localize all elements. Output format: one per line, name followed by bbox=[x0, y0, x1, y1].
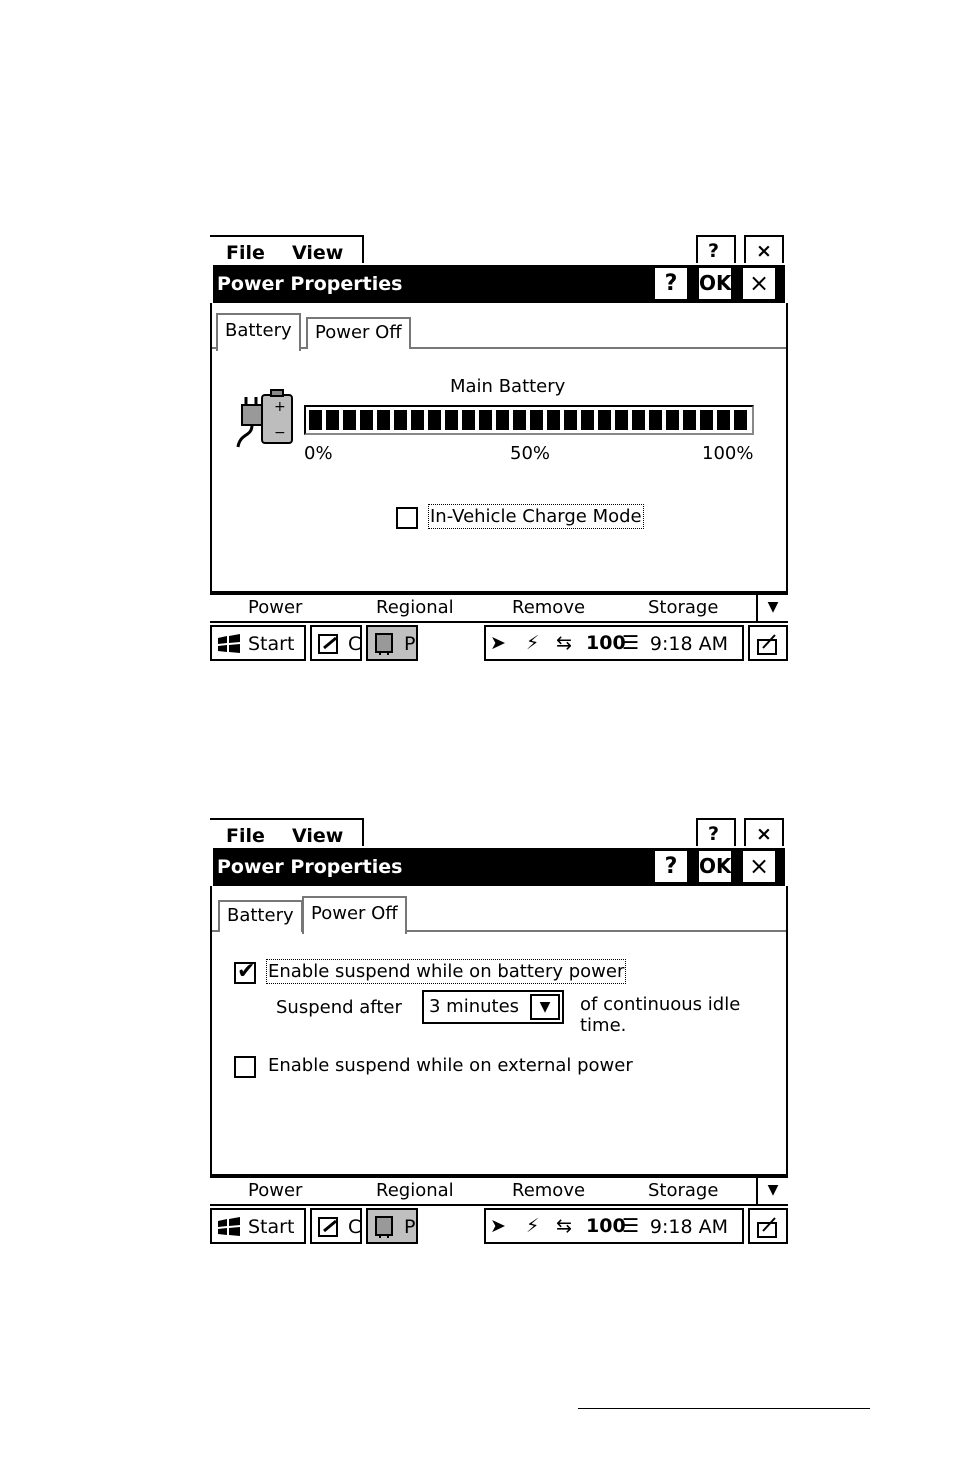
main-battery-label: Main Battery bbox=[450, 376, 566, 397]
external-suspend-checkbox[interactable] bbox=[234, 1056, 256, 1078]
background-menu-box bbox=[210, 818, 364, 846]
cpl-item-power[interactable]: Power bbox=[248, 1180, 303, 1201]
taskbar-task-p[interactable] bbox=[366, 625, 418, 661]
cpl-item-storage[interactable]: Storage bbox=[648, 1180, 719, 1201]
dialog-body bbox=[210, 303, 788, 593]
battery-meter-segment bbox=[615, 410, 628, 430]
tab-battery[interactable]: Battery bbox=[216, 313, 301, 351]
control-panel-strip bbox=[210, 593, 788, 623]
start-button[interactable] bbox=[210, 1208, 306, 1244]
close-button[interactable]: × bbox=[743, 268, 775, 299]
battery-meter-segment bbox=[445, 410, 458, 430]
keyboard-input-icon bbox=[755, 1215, 781, 1239]
suspend-after-value: 3 minutes bbox=[429, 996, 520, 1017]
control-panel-icon bbox=[316, 632, 342, 656]
battery-level-tray[interactable]: 100 bbox=[586, 1215, 626, 1237]
control-panel-strip bbox=[210, 1176, 788, 1206]
close-button[interactable]: × bbox=[743, 851, 775, 882]
battery-meter-segment bbox=[700, 410, 713, 430]
battery-meter-segment bbox=[496, 410, 509, 430]
start-label: Start bbox=[248, 633, 295, 655]
power-plug-icon[interactable]: ⚡ bbox=[526, 632, 540, 654]
scale-mid-label: 50% bbox=[510, 443, 551, 464]
scale-min-label: 0% bbox=[304, 443, 333, 464]
battery-meter-segment bbox=[734, 410, 747, 430]
dialog-title: Power Properties bbox=[217, 856, 403, 878]
battery-meter-segment bbox=[649, 410, 662, 430]
start-label: Start bbox=[248, 1216, 295, 1238]
dialog-titlebar bbox=[213, 848, 785, 886]
background-help-button[interactable]: ? bbox=[696, 235, 736, 263]
battery-suspend-label[interactable]: Enable suspend while on battery power bbox=[268, 961, 625, 982]
cpl-item-power[interactable]: Power bbox=[248, 597, 303, 618]
menu-file[interactable]: File bbox=[226, 825, 265, 847]
battery-meter-segment bbox=[428, 410, 441, 430]
battery-level-tray[interactable]: 100 bbox=[586, 632, 626, 654]
scale-max-label: 100% bbox=[702, 443, 754, 464]
battery-meter-segment bbox=[530, 410, 543, 430]
power-plug-icon[interactable]: ⚡ bbox=[526, 1215, 540, 1237]
connection-icon[interactable]: ⇆ bbox=[556, 1215, 572, 1237]
storage-icon[interactable]: ☰ bbox=[622, 632, 640, 654]
ok-button[interactable]: OK bbox=[699, 268, 731, 299]
windows-flag-icon bbox=[216, 634, 242, 654]
clock[interactable]: 9:18 AM bbox=[649, 1216, 728, 1238]
svg-text:+: + bbox=[274, 399, 286, 415]
taskbar-task-c[interactable] bbox=[310, 625, 362, 661]
battery-meter-segment bbox=[479, 410, 492, 430]
tab-battery[interactable]: Battery bbox=[218, 900, 303, 932]
tab-power-off[interactable]: Power Off bbox=[306, 317, 411, 349]
control-panel-icon bbox=[316, 1215, 342, 1239]
help-button[interactable]: ? bbox=[655, 268, 687, 299]
background-close-button[interactable]: × bbox=[744, 818, 784, 846]
battery-meter-segment bbox=[717, 410, 730, 430]
battery-meter-segment bbox=[360, 410, 373, 430]
task-c-label: C bbox=[348, 1216, 362, 1238]
system-tray bbox=[484, 1208, 744, 1244]
storage-icon[interactable]: ☰ bbox=[622, 1215, 640, 1237]
clock[interactable]: 9:18 AM bbox=[649, 633, 728, 655]
battery-meter-segment bbox=[309, 410, 322, 430]
checkmark-icon: ✔ bbox=[237, 959, 256, 984]
menu-view[interactable]: View bbox=[292, 242, 344, 264]
scroll-down-arrow-icon[interactable]: ▼ bbox=[756, 1178, 788, 1204]
cpl-item-remove[interactable]: Remove bbox=[512, 597, 586, 618]
cpl-item-storage[interactable]: Storage bbox=[648, 597, 719, 618]
battery-meter-segment bbox=[411, 410, 424, 430]
battery-meter-segment bbox=[513, 410, 526, 430]
background-menubar bbox=[210, 235, 788, 265]
battery-meter-segment bbox=[547, 410, 560, 430]
tab-power-off[interactable]: Power Off bbox=[302, 896, 407, 934]
menu-view[interactable]: View bbox=[292, 825, 344, 847]
suspend-after-select[interactable] bbox=[422, 990, 564, 1024]
input-panel-button[interactable] bbox=[748, 625, 788, 661]
dialog-titlebar bbox=[213, 265, 785, 303]
input-panel-button[interactable] bbox=[748, 1208, 788, 1244]
connection-icon[interactable]: ⇆ bbox=[556, 632, 572, 654]
background-help-button[interactable]: ? bbox=[696, 818, 736, 846]
battery-meter-segment bbox=[326, 410, 339, 430]
dialog-title: Power Properties bbox=[217, 273, 403, 295]
battery-suspend-checkbox[interactable] bbox=[234, 959, 256, 984]
system-tray bbox=[484, 625, 744, 661]
cpl-item-remove[interactable]: Remove bbox=[512, 1180, 586, 1201]
dialog-body bbox=[210, 886, 788, 1176]
battery-meter-segment bbox=[564, 410, 577, 430]
battery-meter-segment bbox=[343, 410, 356, 430]
battery-plug-icon bbox=[234, 389, 298, 453]
screenshot-power-off-tab bbox=[210, 818, 788, 1250]
background-menubar bbox=[210, 818, 788, 848]
battery-meter-segment bbox=[377, 410, 390, 430]
screenshot-battery-tab bbox=[210, 235, 788, 667]
background-menu-box bbox=[210, 235, 364, 263]
battery-meter-segment bbox=[632, 410, 645, 430]
sync-icon[interactable]: ➤ bbox=[490, 632, 506, 654]
power-task-icon bbox=[372, 632, 398, 656]
battery-level-meter bbox=[304, 405, 754, 435]
battery-meter-segment bbox=[683, 410, 696, 430]
taskbar bbox=[210, 623, 788, 667]
chevron-down-icon[interactable]: ▼ bbox=[530, 994, 560, 1020]
battery-level-fill bbox=[309, 410, 747, 430]
cpl-item-regional[interactable]: Regional bbox=[376, 1180, 454, 1201]
start-button[interactable] bbox=[210, 625, 306, 661]
task-p-label: P bbox=[404, 633, 416, 655]
ok-button[interactable]: OK bbox=[699, 851, 731, 882]
menu-file[interactable]: File bbox=[226, 242, 265, 264]
help-button[interactable]: ? bbox=[655, 851, 687, 882]
in-vehicle-charge-label[interactable]: In-Vehicle Charge Mode bbox=[430, 506, 642, 527]
battery-meter-segment bbox=[581, 410, 594, 430]
idle-time-suffix: of continuous idle time. bbox=[580, 994, 741, 1036]
cpl-item-regional[interactable]: Regional bbox=[376, 597, 454, 618]
page-footer-rule bbox=[578, 1408, 870, 1409]
task-p-label: P bbox=[404, 1216, 416, 1238]
taskbar-task-c[interactable] bbox=[310, 1208, 362, 1244]
in-vehicle-charge-checkbox[interactable] bbox=[396, 507, 418, 529]
taskbar bbox=[210, 1206, 788, 1250]
background-close-button[interactable]: × bbox=[744, 235, 784, 263]
taskbar-task-p[interactable] bbox=[366, 1208, 418, 1244]
sync-icon[interactable]: ➤ bbox=[490, 1215, 506, 1237]
battery-meter-segment bbox=[394, 410, 407, 430]
battery-meter-segment bbox=[598, 410, 611, 430]
battery-meter-segment bbox=[666, 410, 679, 430]
keyboard-input-icon bbox=[755, 632, 781, 656]
windows-flag-icon bbox=[216, 1217, 242, 1237]
external-suspend-label[interactable]: Enable suspend while on external power bbox=[268, 1055, 633, 1076]
suspend-after-label: Suspend after bbox=[276, 997, 402, 1018]
battery-meter-segment bbox=[462, 410, 475, 430]
scroll-down-arrow-icon[interactable]: ▼ bbox=[756, 595, 788, 621]
svg-text:−: − bbox=[274, 425, 286, 441]
power-task-icon bbox=[372, 1215, 398, 1239]
task-c-label: C bbox=[348, 633, 362, 655]
